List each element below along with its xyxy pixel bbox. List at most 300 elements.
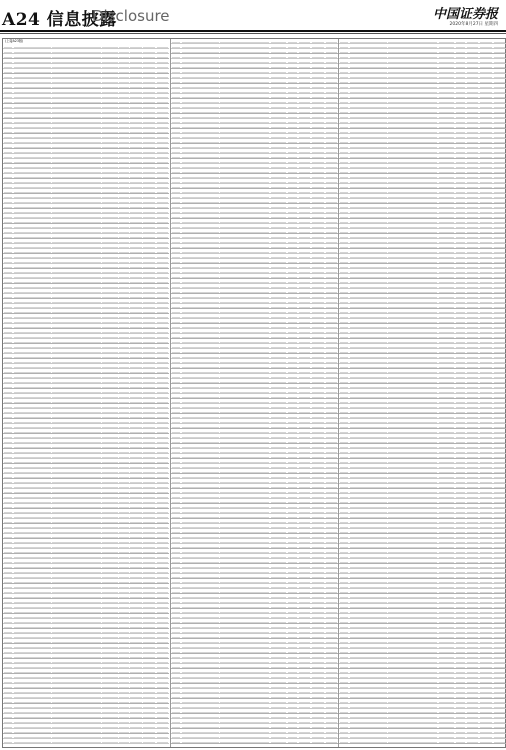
- table-cell: [312, 369, 325, 373]
- table-cell: [172, 669, 181, 673]
- table-cell: [130, 204, 142, 208]
- table-cell: [102, 649, 118, 653]
- table-cell: [102, 94, 118, 98]
- table-cell: [172, 239, 181, 243]
- table-cell: [52, 69, 101, 73]
- table-cell: [14, 524, 51, 528]
- table-cell: [480, 639, 493, 643]
- table-cell: [130, 109, 142, 113]
- table-cell: [480, 449, 493, 453]
- table-cell: [388, 329, 437, 333]
- table-cell: [102, 539, 118, 543]
- table-cell: [299, 399, 311, 403]
- table-cell: [52, 424, 101, 428]
- table-cell: [220, 694, 269, 698]
- table-cell: [119, 104, 129, 108]
- table-cell: [340, 379, 349, 383]
- table-cell: [340, 459, 349, 463]
- table-cell: [4, 334, 13, 338]
- table-cell: [182, 149, 219, 153]
- table-cell: [439, 654, 455, 658]
- table-cell: [143, 644, 156, 648]
- table-cell: [439, 664, 455, 668]
- table-cell: [350, 129, 387, 133]
- table-cell: [456, 439, 466, 443]
- table-cell: [439, 304, 455, 308]
- table-cell: [102, 534, 118, 538]
- table-cell: [130, 579, 142, 583]
- table-cell: [467, 714, 479, 718]
- table-cell: [271, 354, 287, 358]
- table-cell: [326, 204, 338, 208]
- table-cell: [52, 439, 101, 443]
- table-cell: [102, 84, 118, 88]
- table-cell: [172, 449, 181, 453]
- table-cell: [182, 654, 219, 658]
- table-cell: [271, 214, 287, 218]
- table-cell: [14, 109, 51, 113]
- table-cell: [388, 674, 437, 678]
- table-cell: [102, 274, 118, 278]
- table-cell: [14, 139, 51, 143]
- table-cell: [119, 89, 129, 93]
- table-cell: [14, 209, 51, 213]
- table-cell: [4, 224, 13, 228]
- table-cell: [388, 114, 437, 118]
- table-cell: [119, 609, 129, 613]
- table-cell: [14, 689, 51, 693]
- table-cell: [480, 704, 493, 708]
- table-cell: [157, 624, 169, 628]
- table-cell: [439, 164, 455, 168]
- table-cell: [143, 469, 156, 473]
- table-cell: [119, 54, 129, 58]
- table-cell: [340, 479, 349, 483]
- table-cell: [172, 609, 181, 613]
- table-cell: [143, 119, 156, 123]
- table-cell: [480, 214, 493, 218]
- table-cell: [340, 614, 349, 618]
- table-cell: [456, 524, 466, 528]
- table-cell: [130, 219, 142, 223]
- table-cell: [102, 364, 118, 368]
- table-cell: [14, 389, 51, 393]
- table-cell: [494, 344, 506, 348]
- table-cell: [467, 694, 479, 698]
- table-cell: [480, 174, 493, 178]
- table-cell: [119, 404, 129, 408]
- table-cell: [340, 364, 349, 368]
- table-cell: [326, 134, 338, 138]
- table-cell: [14, 309, 51, 313]
- table-cell: [288, 599, 298, 603]
- table-cell: [119, 584, 129, 588]
- table-cell: [312, 419, 325, 423]
- table-cell: [220, 119, 269, 123]
- table-cell: [220, 719, 269, 723]
- table-cell: [326, 259, 338, 263]
- table-cell: [480, 544, 493, 548]
- table-cell: [220, 289, 269, 293]
- table-cell: [130, 544, 142, 548]
- table-cell: [52, 299, 101, 303]
- table-cell: [288, 594, 298, 598]
- table-cell: [326, 404, 338, 408]
- table-cell: [326, 589, 338, 593]
- table-cell: [182, 44, 219, 48]
- table-cell: [494, 329, 506, 333]
- table-cell: [14, 274, 51, 278]
- table-cell: [130, 139, 142, 143]
- table-cell: [130, 149, 142, 153]
- table-cell: [350, 259, 387, 263]
- table-cell: [326, 619, 338, 623]
- table-cell: [220, 729, 269, 733]
- table-cell: [494, 274, 506, 278]
- table-cell: [220, 394, 269, 398]
- table-cell: [340, 304, 349, 308]
- table-cell: [312, 384, 325, 388]
- table-cell: [456, 44, 466, 48]
- table-cell: [312, 84, 325, 88]
- table-cell: [119, 389, 129, 393]
- table-cell: [182, 119, 219, 123]
- table-cell: [102, 354, 118, 358]
- table-cell: [143, 259, 156, 263]
- table-cell: [14, 144, 51, 148]
- table-cell: [467, 314, 479, 318]
- table-cell: [340, 79, 349, 83]
- table-cell: [172, 79, 181, 83]
- table-cell: [130, 384, 142, 388]
- table-cell: [119, 84, 129, 88]
- table-cell: [350, 219, 387, 223]
- table-cell: [52, 319, 101, 323]
- table-cell: [467, 154, 479, 158]
- table-cell: [494, 364, 506, 368]
- table-cell: [288, 364, 298, 368]
- table-cell: [388, 54, 437, 58]
- table-cell: [130, 199, 142, 203]
- table-cell: [119, 674, 129, 678]
- table-cell: [467, 439, 479, 443]
- table-cell: [271, 309, 287, 313]
- table-cell: [157, 614, 169, 618]
- table-cell: [340, 524, 349, 528]
- table-cell: [52, 254, 101, 258]
- table-cell: [52, 634, 101, 638]
- table-cell: [220, 614, 269, 618]
- table-cell: [119, 44, 129, 48]
- table-cell: [119, 529, 129, 533]
- table-cell: [480, 599, 493, 603]
- table-cell: [326, 304, 338, 308]
- table-cell: [182, 189, 219, 193]
- table-cell: [102, 409, 118, 413]
- table-cell: [350, 54, 387, 58]
- table-cell: [299, 179, 311, 183]
- table-cell: [312, 399, 325, 403]
- table-cell: [312, 154, 325, 158]
- table-cell: [494, 144, 506, 148]
- table-cell: [182, 84, 219, 88]
- table-cell: [52, 144, 101, 148]
- table-cell: [271, 544, 287, 548]
- table-cell: [312, 599, 325, 603]
- table-cell: [119, 234, 129, 238]
- table-cell: [439, 739, 455, 743]
- table-cell: [271, 714, 287, 718]
- table-cell: [494, 234, 506, 238]
- table-cell: [271, 199, 287, 203]
- table-cell: [439, 704, 455, 708]
- table-cell: [220, 564, 269, 568]
- table-cell: [288, 704, 298, 708]
- table-cell: [467, 74, 479, 78]
- table-cell: [182, 239, 219, 243]
- table-cell: [182, 544, 219, 548]
- table-cell: [130, 259, 142, 263]
- table-cell: [388, 434, 437, 438]
- table-cell: [271, 699, 287, 703]
- table-cell: [312, 104, 325, 108]
- table-cell: [439, 374, 455, 378]
- table-cell: [439, 64, 455, 68]
- table-cell: [182, 274, 219, 278]
- table-cell: [182, 559, 219, 563]
- table-cell: [439, 199, 455, 203]
- table-cell: [130, 679, 142, 683]
- table-cell: [326, 499, 338, 503]
- table-cell: [299, 164, 311, 168]
- table-cell: [350, 174, 387, 178]
- table-column-1: [3, 39, 169, 747]
- table-cell: [456, 549, 466, 553]
- table-cell: [326, 649, 338, 653]
- table-cell: [182, 39, 219, 43]
- table-cell: [388, 399, 437, 403]
- table-cell: [326, 634, 338, 638]
- table-cell: [288, 639, 298, 643]
- table-cell: [439, 204, 455, 208]
- table-cell: [456, 679, 466, 683]
- table-cell: [467, 529, 479, 533]
- table-cell: [480, 684, 493, 688]
- section-title-cn: 信息披露: [46, 10, 117, 30]
- table-cell: [288, 549, 298, 553]
- table-cell: [494, 319, 506, 323]
- table-cell: [157, 194, 169, 198]
- table-cell: [271, 609, 287, 613]
- table-cell: [312, 214, 325, 218]
- table-cell: [456, 519, 466, 523]
- table-cell: [143, 164, 156, 168]
- table-cell: [388, 294, 437, 298]
- table-cell: [157, 164, 169, 168]
- table-cell: [480, 59, 493, 63]
- table-cell: [220, 114, 269, 118]
- table-cell: [388, 579, 437, 583]
- table-cell: [456, 124, 466, 128]
- table-cell: [172, 444, 181, 448]
- table-cell: [326, 199, 338, 203]
- table-cell: [439, 104, 455, 108]
- table-cell: [172, 694, 181, 698]
- table-cell: [102, 49, 118, 53]
- table-cell: [456, 99, 466, 103]
- table-cell: [130, 364, 142, 368]
- table-cell: [172, 509, 181, 513]
- table-cell: [172, 139, 181, 143]
- table-cell: [157, 94, 169, 98]
- table-cell: [119, 134, 129, 138]
- table-cell: [14, 729, 51, 733]
- table-cell: [130, 239, 142, 243]
- table-cell: [130, 404, 142, 408]
- table-cell: [312, 279, 325, 283]
- table-cell: [350, 44, 387, 48]
- table-cell: [456, 94, 466, 98]
- table-cell: [182, 434, 219, 438]
- table-cell: [439, 574, 455, 578]
- table-cell: [467, 199, 479, 203]
- table-cell: [102, 134, 118, 138]
- table-cell: [340, 84, 349, 88]
- table-cell: [480, 374, 493, 378]
- table-cell: [4, 209, 13, 213]
- table-cell: [271, 219, 287, 223]
- table-cell: [157, 509, 169, 513]
- table-cell: [456, 304, 466, 308]
- table-cell: [182, 179, 219, 183]
- table-cell: [119, 59, 129, 63]
- table-cell: [467, 734, 479, 738]
- table-cell: [326, 249, 338, 253]
- table-cell: [480, 134, 493, 138]
- table-cell: [480, 474, 493, 478]
- table-cell: [130, 54, 142, 58]
- table-cell: [52, 209, 101, 213]
- table-cell: [172, 489, 181, 493]
- table-cell: [494, 509, 506, 513]
- table-cell: [494, 264, 506, 268]
- table-cell: [157, 169, 169, 173]
- table-cell: [271, 39, 287, 43]
- table-cell: [14, 609, 51, 613]
- table-cell: [182, 279, 219, 283]
- table-cell: [439, 649, 455, 653]
- table-cell: [130, 264, 142, 268]
- table-cell: [130, 599, 142, 603]
- table-cell: [14, 59, 51, 63]
- table-cell: [388, 159, 437, 163]
- table-cell: [143, 329, 156, 333]
- table-cell: [350, 289, 387, 293]
- table-cell: [439, 544, 455, 548]
- table-cell: [4, 604, 13, 608]
- table-cell: [456, 624, 466, 628]
- table-cell: [182, 729, 219, 733]
- table-cell: [388, 209, 437, 213]
- table-cell: [326, 444, 338, 448]
- table-cell: [456, 79, 466, 83]
- table-cell: [130, 619, 142, 623]
- table-cell: [220, 214, 269, 218]
- table-cell: [119, 359, 129, 363]
- table-cell: [14, 699, 51, 703]
- table-cell: [143, 554, 156, 558]
- table-cell: [456, 484, 466, 488]
- table-cell: [288, 384, 298, 388]
- table-cell: [340, 159, 349, 163]
- table-cell: [102, 104, 118, 108]
- table-cell: [172, 339, 181, 343]
- table-cell: [288, 634, 298, 638]
- table-cell: [172, 204, 181, 208]
- table-cell: [52, 189, 101, 193]
- table-cell: [102, 464, 118, 468]
- table-cell: [494, 479, 506, 483]
- table-cell: [182, 634, 219, 638]
- table-cell: [299, 674, 311, 678]
- table-cell: [312, 129, 325, 133]
- table-cell: [271, 359, 287, 363]
- table-cell: [102, 244, 118, 248]
- table-cell: [14, 54, 51, 58]
- table-cell: [312, 639, 325, 643]
- table-cell: [130, 609, 142, 613]
- table-cell: [119, 324, 129, 328]
- table-cell: [220, 274, 269, 278]
- table-cell: [340, 404, 349, 408]
- table-cell: [119, 464, 129, 468]
- table-cell: [130, 639, 142, 643]
- table-cell: [143, 374, 156, 378]
- table-cell: [157, 534, 169, 538]
- table-cell: [271, 109, 287, 113]
- table-cell: [388, 649, 437, 653]
- table-cell: [340, 289, 349, 293]
- table-cell: [52, 154, 101, 158]
- table-cell: [52, 134, 101, 138]
- table-cell: [182, 484, 219, 488]
- table-cell: [271, 659, 287, 663]
- table-cell: [388, 619, 437, 623]
- table-cell: [312, 634, 325, 638]
- table-cell: [14, 704, 51, 708]
- table-cell: [350, 544, 387, 548]
- table-cell: [439, 564, 455, 568]
- table-cell: [130, 439, 142, 443]
- table-cell: [14, 549, 51, 553]
- table-cell: [172, 664, 181, 668]
- table-cell: [350, 149, 387, 153]
- table-cell: [299, 44, 311, 48]
- table-cell: [312, 124, 325, 128]
- table-cell: [157, 549, 169, 553]
- table-cell: [340, 239, 349, 243]
- table-cell: [14, 479, 51, 483]
- table-cell: [350, 224, 387, 228]
- table-cell: [494, 604, 506, 608]
- table-cell: [388, 514, 437, 518]
- table-cell: [340, 44, 349, 48]
- table-cell: [494, 484, 506, 488]
- table-cell: [312, 659, 325, 663]
- table-cell: [271, 74, 287, 78]
- table-cell: [326, 394, 338, 398]
- table-cell: [388, 624, 437, 628]
